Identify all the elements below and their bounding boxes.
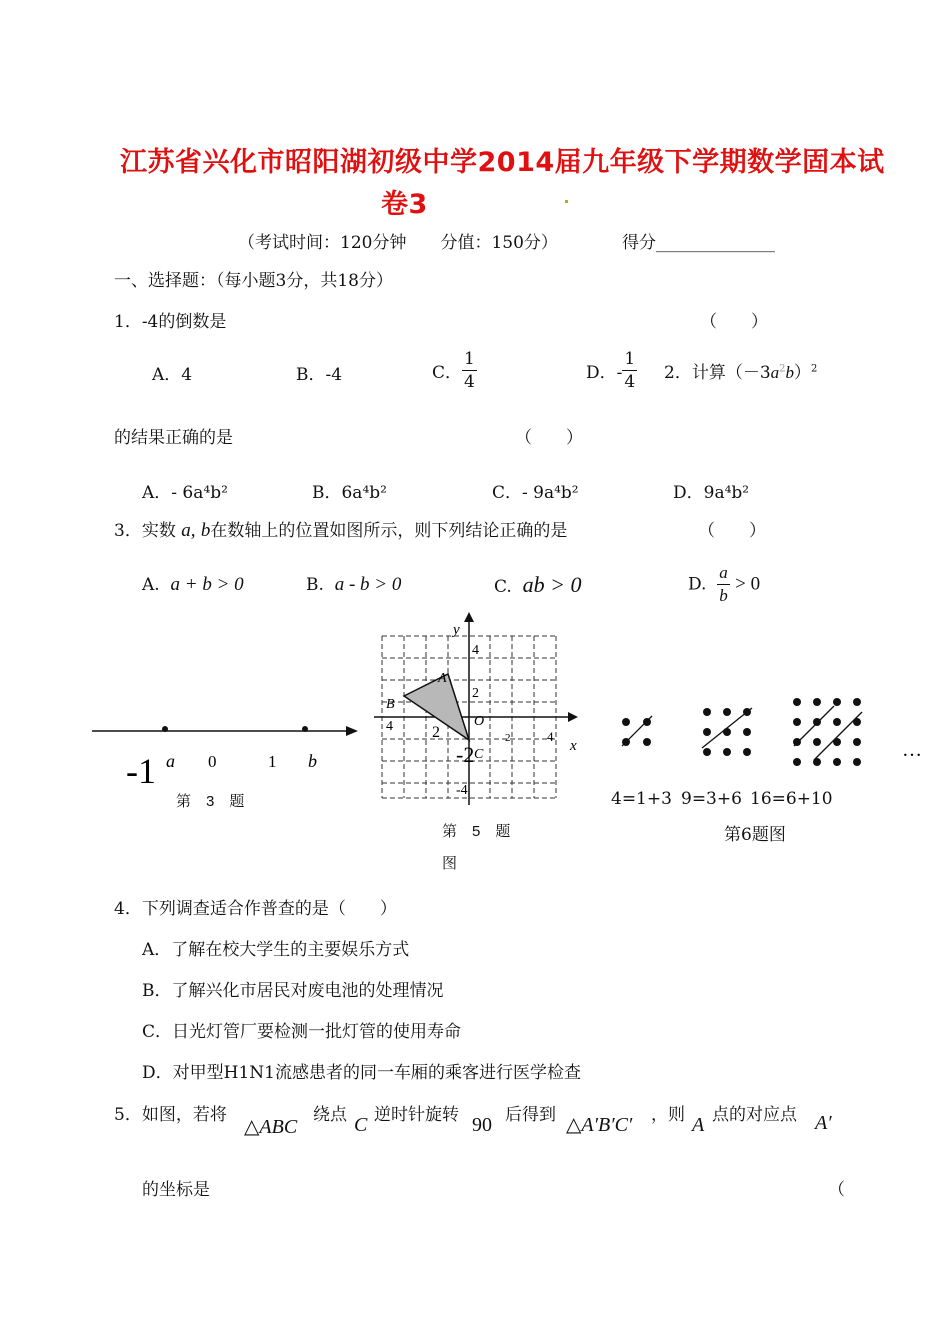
tick-y4: 4 [472,643,479,658]
fig6-dot-patterns [610,690,930,780]
q3-var-a: a, [181,520,196,541]
number-line-arrow [346,726,358,736]
ellipsis: … [902,739,922,761]
fig6-caption: 第6题图 [724,825,786,845]
tick-xn4: 4 [386,719,393,734]
q1-d-den: 4 [624,372,636,392]
q1-option-a: A．4 [152,365,193,385]
label-C: C [474,747,484,762]
q3-paren: （ ） [698,521,766,541]
q5-stem-5: ，则 [651,1105,685,1125]
fig6-eq2: 9=3+6 [681,789,742,809]
q3-option-b-label: B. [306,575,324,595]
point-a-dot [162,726,168,732]
section-heading: 一、选择题：（每小题3分，共18分） [114,271,393,291]
fig6-eq1: 4=1+3 [611,789,672,809]
q3-option-a [142,574,244,596]
q1-option-c-label: C． [432,363,463,383]
q1-option-c-fraction [462,348,477,393]
q5-angle: 90 [472,1114,492,1136]
q2-paren: （ ） [515,428,583,448]
y-axis-arrow [464,612,474,622]
q4-option-d: D．对甲型H1N1流感患者的同一车厢的乘客进行医学检查 [142,1063,581,1083]
fig3-caption: 第 3 题 [176,793,245,810]
q3-d-num: a [717,562,730,585]
label-A: A [438,671,447,686]
label-a: a [166,751,175,771]
q2-var-b: b [785,363,795,382]
label-B: B [386,697,395,712]
q1-paren: （ ） [700,312,768,332]
fig5-coordinate-grid [372,610,592,815]
q3-option-c-expr: ab > 0 [522,572,582,597]
label-one: 1 [268,752,277,771]
tick-xn2: 2 [432,724,440,741]
q5-stem-6: 点的对应点 [712,1105,797,1125]
q3-d-rest: > 0 [735,573,761,595]
q3-stem [114,516,567,542]
fig5-caption-line1: 第 5 题 [442,823,511,840]
label-O: O [474,714,485,729]
q2-option-a: A．- 6a⁴b² [142,483,228,503]
q2-var-a: a [770,363,780,382]
label-x: x [570,738,577,754]
tick-y2: 2 [472,686,479,701]
q1-option-d-fraction [622,348,637,393]
fig6-eq3: 16=6+10 [750,789,833,809]
label-zero: 0 [208,752,217,771]
q4-option-a: A．了解在校大学生的主要娱乐方式 [142,940,410,960]
q1-stem: 1．-4的倒数是 [114,312,227,332]
score-label: 得分______________ [622,233,775,253]
q3-d-den: b [719,586,728,605]
q3-stem-rest: 在数轴上的位置如图所示，则下列结论正确的是 [210,521,568,541]
page-title-line2: 卷3 [381,189,428,220]
q3-option-d [688,562,760,607]
q3-option-b [306,574,401,596]
q5-triangle-abc: △ABC [244,1116,298,1138]
q2-option-b: B．6a⁴b² [312,483,387,503]
q5-stem-2: 绕点 [313,1105,347,1125]
q1-option-c [432,348,477,393]
q2-exponent: 2 [811,363,818,375]
q2-option-c: C．- 9a⁴b² [492,483,579,503]
q3-option-d-label: D. [688,574,707,595]
q5-stem-cont: 的坐标是 [142,1180,210,1200]
q1-option-d-label: D．- [586,363,623,383]
q3-option-c-label: C. [494,577,512,597]
q1-option-b: B．-4 [296,365,343,385]
q3-option-a-expr: a + b > 0 [170,574,244,595]
decorative-dot [565,200,568,203]
q3-option-d-fraction [717,562,730,607]
label-b: b [308,751,317,771]
q5-point-c: C [354,1114,368,1136]
q4-option-c: C．日光灯管厂要检测一批灯管的使用寿命 [142,1022,462,1042]
q2-stem-close: ） [794,363,812,383]
point-b-dot [302,726,308,732]
q2-stem: 2．计算$(-3a^2b)^2$ [664,363,818,383]
q1-c-den: 4 [464,372,475,392]
tick-yn4: -4 [456,783,468,798]
x-axis-arrow [568,712,578,722]
tick-x4: 4 [547,729,554,744]
q5-stem-3: 逆时针旋转 [374,1105,459,1125]
label-y: y [453,622,460,638]
q4-stem: 4．下列调查适合作普查的是（ ） [114,899,397,919]
q3-var-b: b [200,520,211,541]
q3-option-c [494,572,581,598]
fig5-caption-line2: 图 [442,855,458,872]
q2-option-d: D．9a⁴b² [673,483,750,503]
tick-x2: 2 [505,732,511,744]
q5-triangle-abc-prime: △A′B′C′ [566,1114,633,1136]
page-title-line1: 江苏省兴化市昭阳湖初级中学2014届九年级下学期数学固本试 [120,147,885,178]
q1-d-num: 1 [624,349,636,369]
q5-paren: （ [828,1180,845,1200]
q5-stem-1: 5．如图，若将 [114,1105,227,1125]
q5-point-a: A [692,1114,705,1136]
q3-option-b-expr: a - b > 0 [334,574,402,595]
exam-info: （考试时间：120分钟 分值：150分） [238,233,558,253]
q1-c-num: 1 [464,349,475,369]
pattern-16 [793,698,861,766]
q1-option-d [586,348,637,393]
q3-option-a-label: A. [142,575,160,595]
label-minus-one: -1 [126,751,156,791]
tick-yn2: -2 [456,742,475,767]
q5-stem-4: 后得到 [505,1105,556,1125]
q2-stem-prefix: 2．计算（－3 [664,363,771,383]
q2-stem-cont: 的结果正确的是 [114,428,233,448]
q4-option-b: B．了解兴化市居民对废电池的处理情况 [142,981,444,1001]
q5-point-a-prime: A′ [815,1112,832,1134]
q3-stem-prefix: 3．实数 [114,521,176,541]
